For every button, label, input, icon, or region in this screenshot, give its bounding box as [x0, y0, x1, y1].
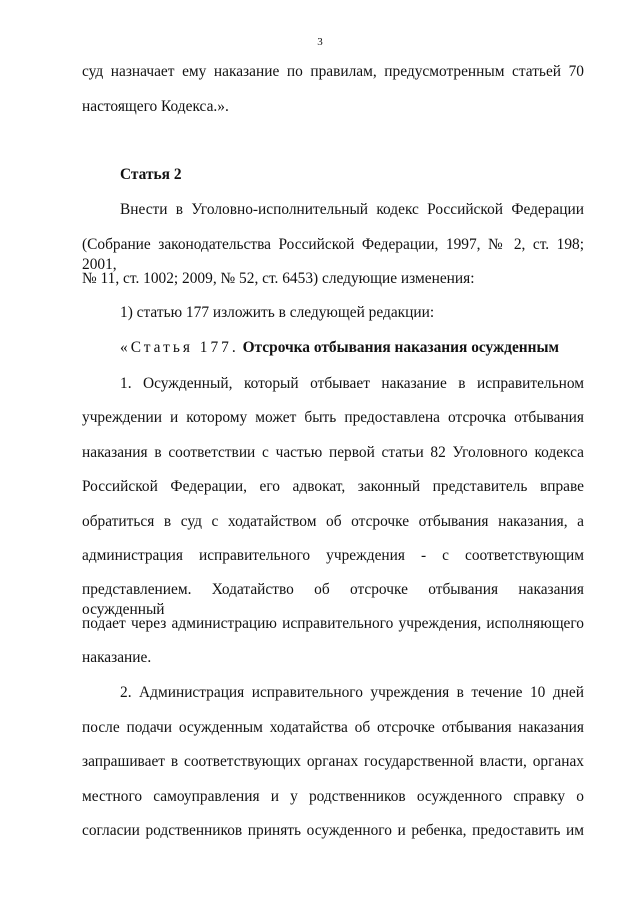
- text-line: подает через администрацию исправительного учреждения, исполняющего: [82, 615, 584, 632]
- text-line: учреждении и которому может быть предоставлена отсрочка отбывания: [82, 409, 584, 426]
- text-line: 1. Осужденный, который отбывает наказание в исправительном: [120, 375, 584, 392]
- text-line: 2. Администрация исправительного учреждения в течение 10 дней: [120, 684, 584, 701]
- text-line: настоящего Кодекса.».: [82, 98, 229, 115]
- text-line: (Собрание законодательства Российской Федерации, 1997, № 2, ст. 198; 2001,: [82, 236, 584, 273]
- text-line: представлением. Ходатайство об отсрочке отбывания наказания осужденный: [82, 581, 584, 618]
- text-line: местного самоуправления и у родственников осужденного справку о: [82, 788, 584, 805]
- text-line: администрация исправительного учреждения - с соответствующим: [82, 547, 584, 564]
- text-line: суд назначает ему наказание по правилам, предусмотренным статьей 70: [82, 63, 584, 80]
- text-line: Внести в Уголовно-исполнительный кодекс Российской Федерации: [120, 201, 584, 218]
- text-line: Российской Федерации, его адвокат, законный представитель вправе: [82, 478, 584, 495]
- text-line: обратиться в суд с ходатайством об отсрочке отбывания наказания, а: [82, 513, 584, 530]
- article-177-title: [120, 338, 584, 358]
- article-heading: Статья 2: [120, 166, 182, 183]
- article-177-label: «Статья 177.: [120, 339, 239, 356]
- text-line: № 11, ст. 1002; 2009, № 52, ст. 6453) следующие изменения:: [82, 270, 475, 287]
- text-line: 1) статью 177 изложить в следующей редакции:: [120, 304, 435, 321]
- text-line: согласии родственников принять осужденного и ребенка, предоставить им: [82, 822, 584, 839]
- text-line: запрашивает в соответствующих органах государственной власти, органах: [82, 753, 584, 770]
- text-line: наказание.: [82, 649, 152, 666]
- text-line: после подачи осужденным ходатайства об отсрочке отбывания наказания: [82, 719, 584, 736]
- text-line: наказания в соответствии с частью первой статьи 82 Уголовного кодекса: [82, 444, 584, 461]
- article-177-heading: Отсрочка отбывания наказания осужденным: [242, 339, 560, 356]
- page-number: 3: [317, 36, 323, 48]
